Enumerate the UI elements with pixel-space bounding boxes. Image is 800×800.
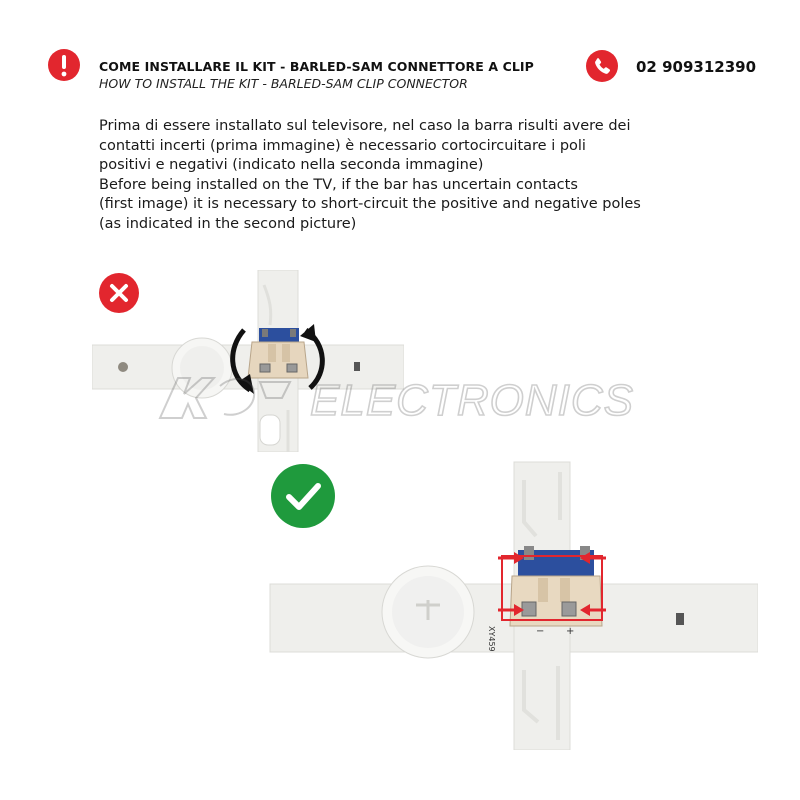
title-english: HOW TO INSTALL THE KIT - BARLED-SAM CLIP CONNECTOR	[99, 76, 468, 91]
instructions-italian: Prima di essere installato sul televisore, nel caso la barra risulti avere dei contatti incerti (prima immagine) è necessario cortocircuitare i poli positivi e negativi (indicato nella seconda immagine)	[99, 118, 631, 174]
board-code: XY459	[487, 626, 496, 652]
title-italian: COME INSTALLARE IL KIT - BARLED-SAM CONNETTORE A CLIP	[99, 59, 534, 74]
plus-label: +	[566, 626, 575, 637]
check-icon	[271, 464, 335, 528]
strip-hole	[118, 362, 128, 372]
correct-installation-photo	[266, 460, 758, 750]
alert-icon	[48, 49, 80, 81]
phone-icon	[586, 50, 618, 82]
watermark-text: ELECTRONICS	[310, 376, 634, 425]
x-icon	[99, 273, 139, 313]
phone-number[interactable]: 02 909312390	[636, 58, 757, 76]
minus-label: −	[536, 626, 545, 637]
instructions-english: Before being installed on the TV, if the bar has uncertain contacts (first image) it is necessary to short-circuit the positive and negative poles (as indicated in the second picture)	[99, 176, 641, 232]
title-block	[99, 58, 569, 92]
clip-connector	[248, 328, 308, 378]
instructions	[99, 117, 769, 235]
